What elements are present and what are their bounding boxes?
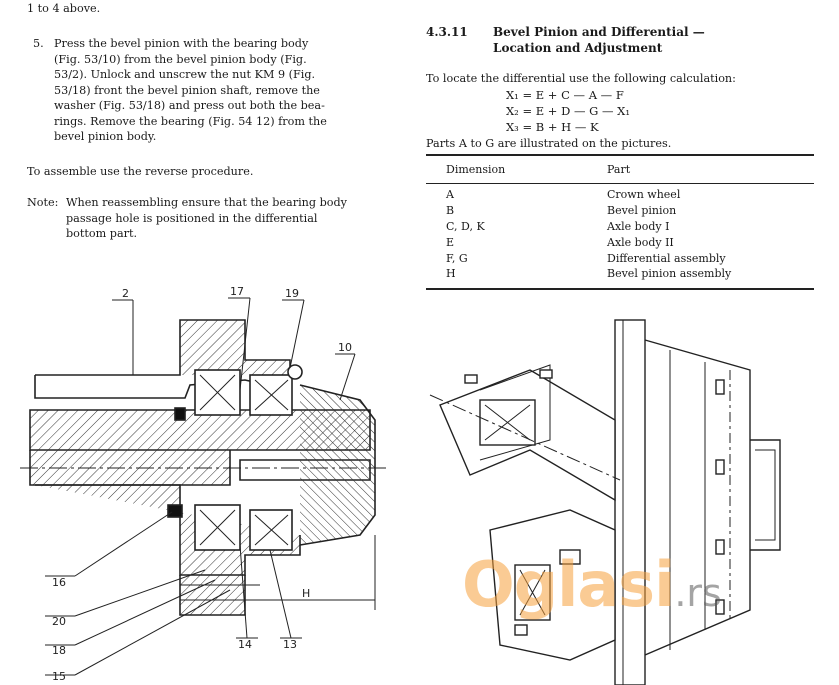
- equation-rhs: = B + H — K: [522, 120, 599, 134]
- watermark-suffix: .rs: [674, 571, 722, 615]
- previous-step-tail: 1 to 4 above.: [27, 2, 101, 15]
- figure-label-h: H: [302, 587, 311, 600]
- table-row-dimension: B: [446, 204, 455, 217]
- step-5-line: Press the bevel pinion with the bearing body: [54, 37, 309, 50]
- equation-rhs: = E + C — A — F: [522, 88, 624, 102]
- note-label: Note:: [27, 196, 59, 209]
- table-header-dimension: Dimension: [446, 163, 506, 176]
- figure-label-17: 17: [230, 285, 244, 298]
- watermark-brand: Oglasi: [462, 548, 675, 621]
- note-line: When reassembling ensure that the bearing body: [66, 196, 347, 209]
- table-top-rule: [426, 154, 814, 156]
- step-5-line: (Fig. 53/10) from the bevel pinion body (Fig.: [54, 52, 307, 66]
- table-row-dimension: H: [446, 267, 456, 280]
- figure-label-16: 16: [52, 576, 66, 589]
- equation-x3: [506, 120, 599, 134]
- table-header-rule: [426, 183, 814, 184]
- step-5-line: bevel pinion body.: [54, 130, 157, 143]
- table-header-part: Part: [607, 163, 631, 176]
- note-line: bottom part.: [66, 227, 138, 240]
- table-row-part: Axle body I: [607, 220, 670, 233]
- table-row-dimension: F, G: [446, 252, 468, 265]
- note-line: passage hole is positioned in the differential: [66, 211, 318, 225]
- figure-label-13: 13: [283, 638, 297, 651]
- parts-note: Parts A to G are illustrated on the pictures.: [426, 137, 672, 150]
- table-row-dimension: A: [446, 188, 454, 201]
- figure-label-15: 15: [52, 670, 66, 683]
- section-number: 4.3.11: [426, 25, 468, 39]
- table-row-part: Axle body II: [607, 236, 674, 249]
- watermark-logo: [462, 548, 722, 621]
- table-row-part: Bevel pinion assembly: [607, 267, 732, 280]
- note-text: [66, 195, 347, 242]
- equation-lhs: X₁: [506, 88, 519, 102]
- equation-x1: [506, 88, 624, 102]
- table-row-part: Crown wheel: [607, 188, 681, 201]
- calculation-intro: To locate the differential use the following calculation:: [426, 72, 736, 85]
- section-title-line1: Bevel Pinion and Differential —: [493, 25, 705, 39]
- step-5-line: 53/2). Unlock and unscrew the nut KM 9 (Fig.: [54, 68, 316, 81]
- step-5-line: 53/18) front the bevel pinion shaft, remove the: [54, 83, 320, 97]
- differential-assembly-drawing: [420, 310, 839, 685]
- assemble-instruction: To assemble use the reverse procedure.: [27, 165, 254, 178]
- bevel-pinion-section-drawing: [0, 280, 400, 685]
- figure-label-10: 10: [338, 341, 352, 354]
- section-title-line2: Location and Adjustment: [493, 41, 663, 55]
- figure-label-20: 20: [52, 615, 66, 628]
- table-row-dimension: E: [446, 236, 455, 249]
- step-5-line: rings. Remove the bearing (Fig. 54 12) from the: [54, 114, 327, 128]
- step-5-number: 5.: [33, 37, 44, 50]
- figure-label-14: 14: [238, 638, 252, 651]
- equation-lhs: X₂: [506, 104, 519, 118]
- step-5-line: washer (Fig. 53/18) and press out both the bea-: [54, 99, 325, 112]
- equation-lhs: X₃: [506, 120, 519, 134]
- table-bottom-rule: [426, 288, 814, 290]
- table-row-dimension: C, D, K: [446, 220, 485, 233]
- table-row-part: Differential assembly: [607, 252, 726, 265]
- figure-label-18: 18: [52, 644, 66, 657]
- table-row-part: Bevel pinion: [607, 204, 677, 217]
- figure-label-2: 2: [122, 287, 129, 300]
- equation-x2: [506, 104, 630, 118]
- equation-rhs: = E + D — G — X₁: [522, 104, 630, 118]
- step-5-text: [54, 36, 385, 145]
- figure-label-19: 19: [285, 287, 299, 300]
